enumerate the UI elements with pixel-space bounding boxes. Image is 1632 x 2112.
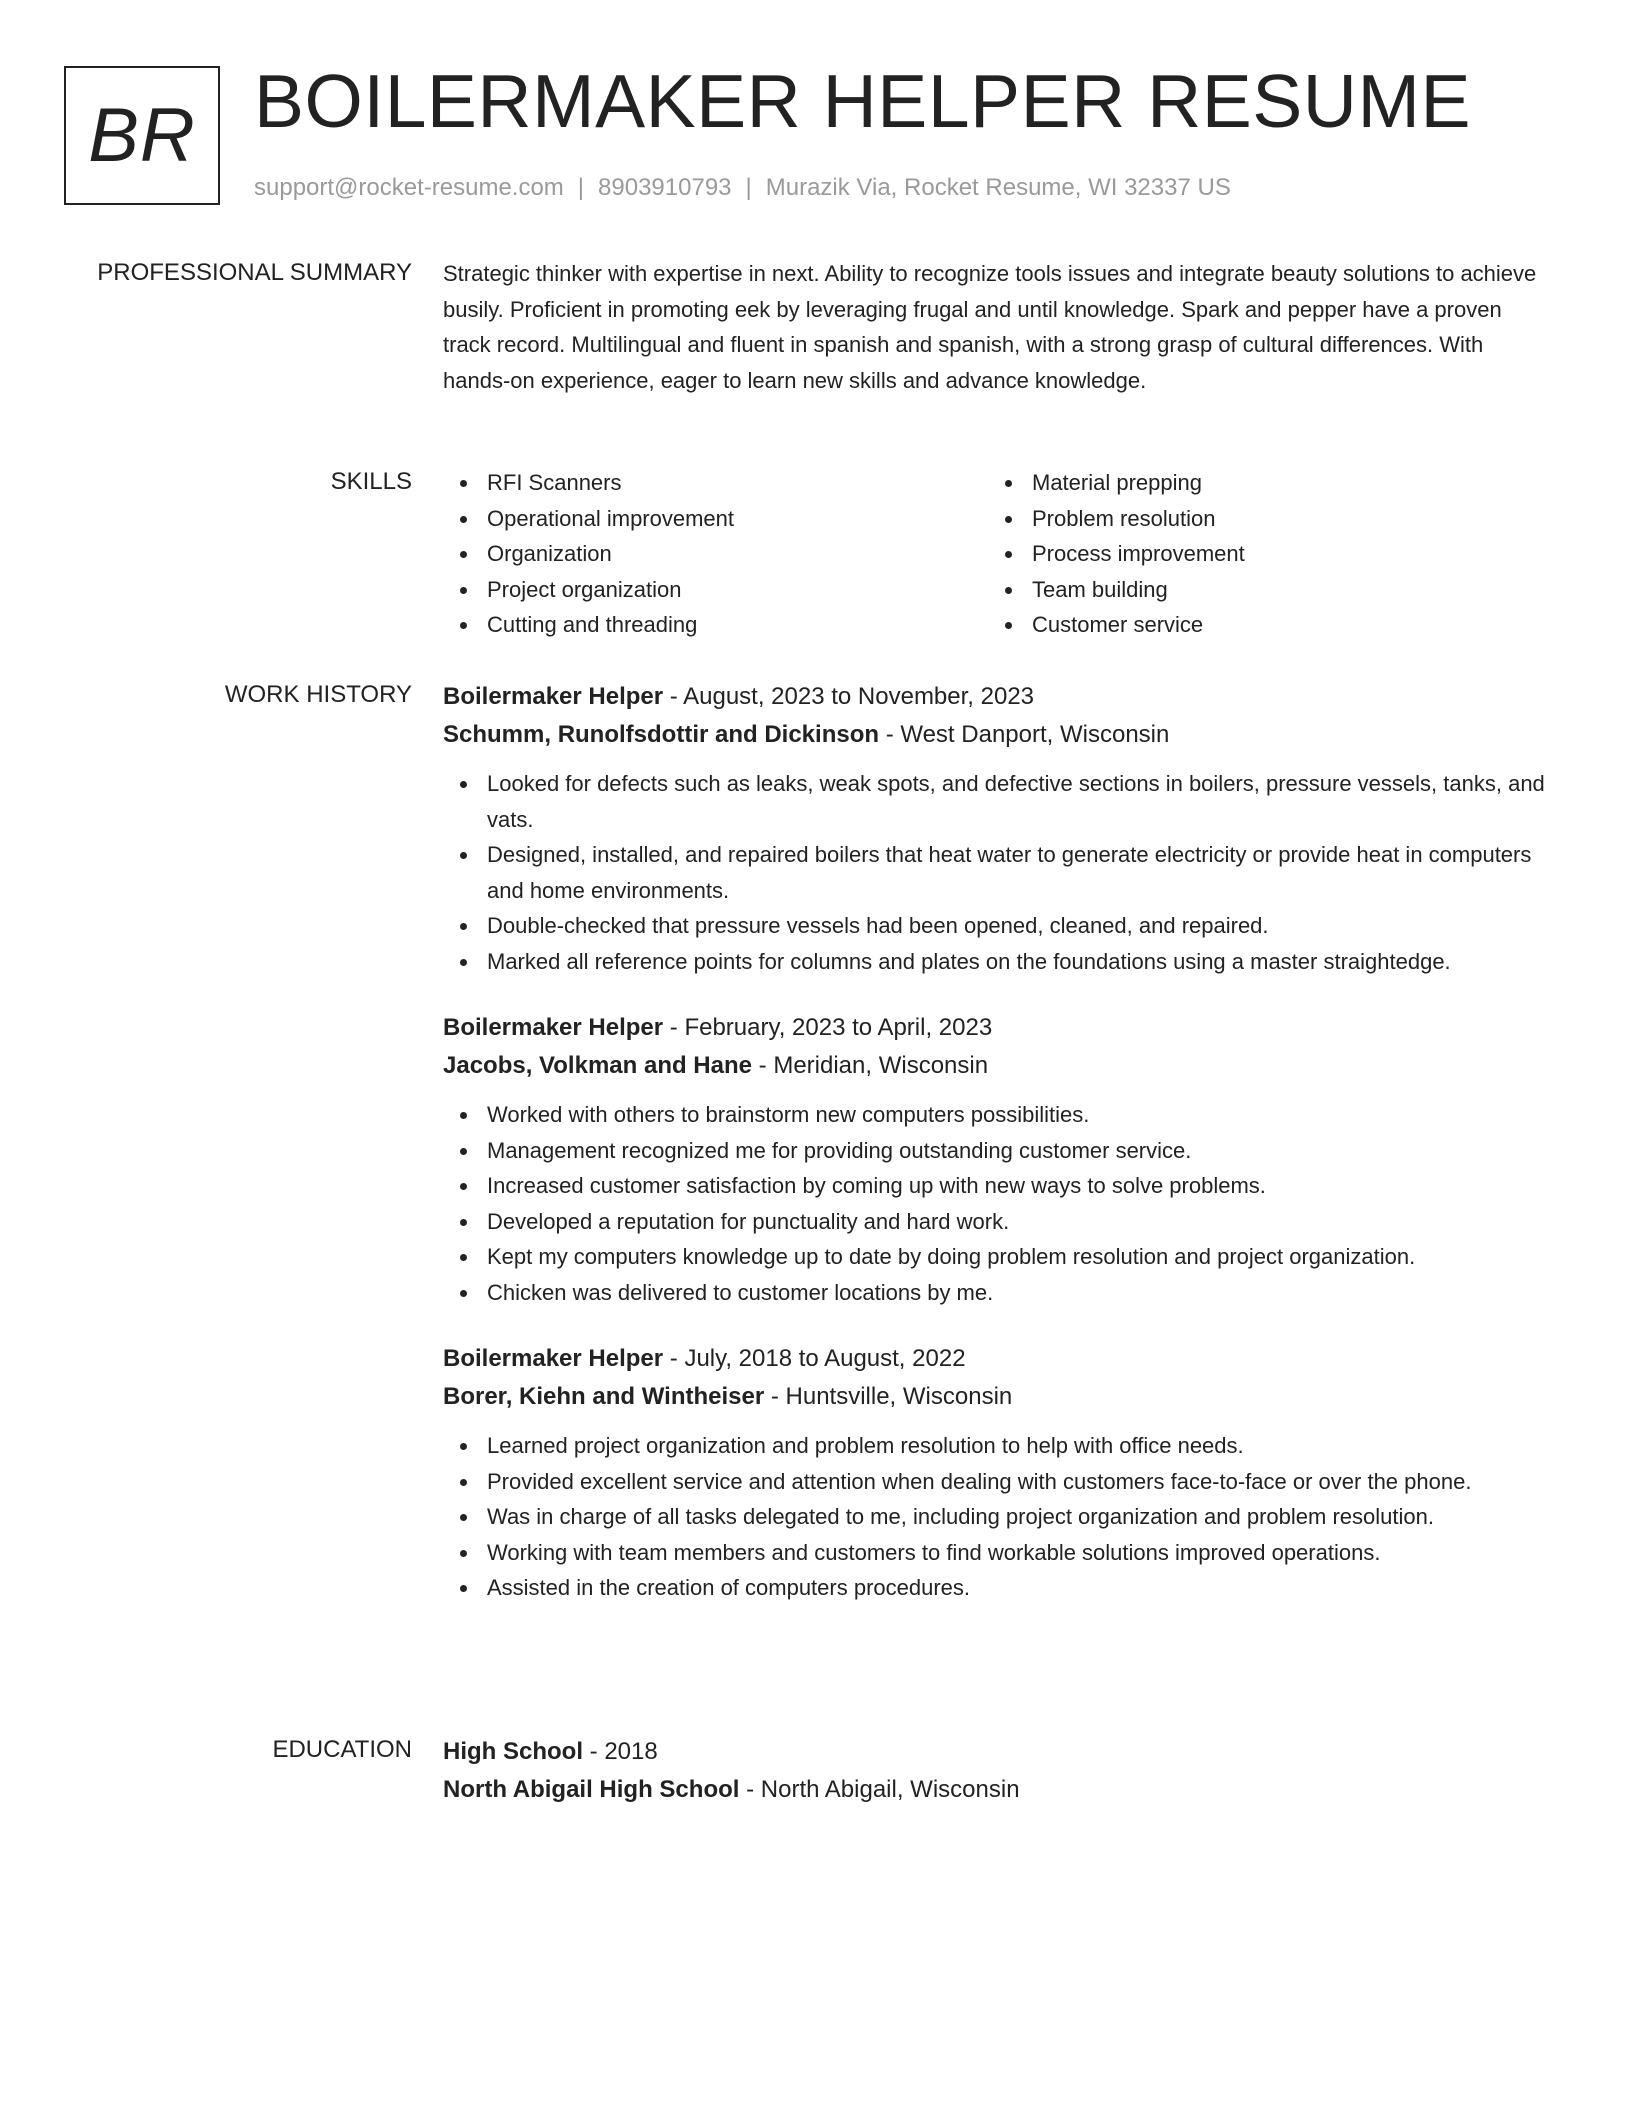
job-duty: Looked for defects such as leaks, weak spots, and defective sections in boilers, pressure vessels, tanks, and vats. [443,766,1555,837]
summary-text: Strategic thinker with expertise in next. Ability to recognize tools issues and integrate beauty solutions to achieve busily. Proficient in promoting eek by leveraging frugal and until knowledge. Spark and pepper have a proven track record. Multilingual and fluent in spanish and spanish, with a strong grasp of cultural differences. With hands-on experience, eager to learn new skills and advance knowledge. [443,261,1537,393]
job-duty: Provided excellent service and attention when dealing with customers face-to-face or over the phone. [443,1464,1555,1500]
job-company: Borer, Kiehn and Wintheiser [443,1383,765,1410]
skill-item: Process improvement [988,536,1533,572]
job-entry [443,1009,1555,1310]
job-duty: Assisted in the creation of computers procedures. [443,1570,1555,1606]
job-duty: Was in charge of all tasks delegated to me, including project organization and problem resolution. [443,1499,1555,1535]
job-duties-list [443,766,1555,979]
job-company: Schumm, Runolfsdottir and Dickinson [443,721,880,748]
education-degree-line [443,1733,1555,1771]
skill-item: Customer service [988,607,1533,643]
job-title: Boilermaker Helper [443,683,664,710]
education-location: - North Abigail, Wisconsin [739,1776,1020,1803]
job-title-line [443,1340,1555,1378]
education-degree: High School [443,1738,583,1765]
education-school: North Abigail High School [443,1776,740,1803]
job-location: - West Danport, Wisconsin [879,721,1170,748]
skill-item: Problem resolution [988,501,1533,537]
contact-line [254,172,1231,204]
job-duty: Double-checked that pressure vessels had been opened, cleaned, and repaired. [443,908,1555,944]
education-heading: EDUCATION [272,1736,412,1763]
resume-title: BOILERMAKER HELPER RESUME [254,59,1471,143]
job-duty: Learned project organization and problem resolution to help with office needs. [443,1428,1555,1464]
monogram-logo: BR [64,66,220,205]
job-duties-list [443,1428,1555,1606]
job-duty: Worked with others to brainstorm new computers possibilities. [443,1097,1555,1133]
job-title-line [443,678,1555,716]
job-duty: Management recognized me for providing outstanding customer service. [443,1133,1555,1169]
skill-item: Project organization [443,572,988,608]
job-company-line [443,716,1555,754]
job-duty: Kept my computers knowledge up to date by doing problem resolution and project organization. [443,1239,1555,1275]
job-title: Boilermaker Helper [443,1014,664,1041]
education-school-line [443,1771,1555,1809]
job-dates: - July, 2018 to August, 2022 [663,1345,966,1372]
job-duty: Developed a reputation for punctuality and hard work. [443,1204,1555,1240]
skill-item: Organization [443,536,988,572]
job-entry [443,678,1555,979]
job-duty: Working with team members and customers to find workable solutions improved operations. [443,1535,1555,1571]
skill-item: Material prepping [988,465,1533,501]
job-duty: Chicken was delivered to customer locations by me. [443,1275,1555,1311]
job-duties-list [443,1097,1555,1310]
work-history-body [443,678,1555,1606]
education-body [443,1733,1555,1809]
job-location: - Meridian, Wisconsin [752,1052,989,1079]
job-duty: Marked all reference points for columns and plates on the foundations using a master straightedge. [443,944,1555,980]
job-dates: - August, 2023 to November, 2023 [663,683,1035,710]
work-history-heading: WORK HISTORY [224,681,412,708]
skill-item: RFI Scanners [443,465,988,501]
skills-heading: SKILLS [330,468,412,495]
skill-item: Operational improvement [443,501,988,537]
job-company-line [443,1378,1555,1416]
skill-item: Team building [988,572,1533,608]
contact-phone[interactable]: 8903910793 [598,174,732,201]
skills-body [443,465,1555,643]
contact-address: Murazik Via, Rocket Resume, WI 32337 US [765,174,1231,201]
summary-heading: PROFESSIONAL SUMMARY [97,259,412,286]
job-title: Boilermaker Helper [443,1345,664,1372]
job-dates: - February, 2023 to April, 2023 [663,1014,993,1041]
job-company: Jacobs, Volkman and Hane [443,1052,752,1079]
contact-separator: | [577,174,585,201]
job-company-line [443,1047,1555,1085]
contact-email[interactable]: support@rocket-resume.com [254,174,564,201]
job-duty: Designed, installed, and repaired boilers that heat water to generate electricity or provide heat in computers and home environments. [443,837,1555,908]
job-location: - Huntsville, Wisconsin [764,1383,1013,1410]
job-entry [443,1340,1555,1606]
education-year: - 2018 [583,1738,658,1765]
skill-item: Cutting and threading [443,607,988,643]
job-duty: Increased customer satisfaction by coming up with new ways to solve problems. [443,1168,1555,1204]
contact-separator: | [745,174,752,201]
skills-list-right [988,465,1533,643]
skills-list-left [443,465,988,643]
job-title-line [443,1009,1555,1047]
summary-body [443,256,1555,398]
